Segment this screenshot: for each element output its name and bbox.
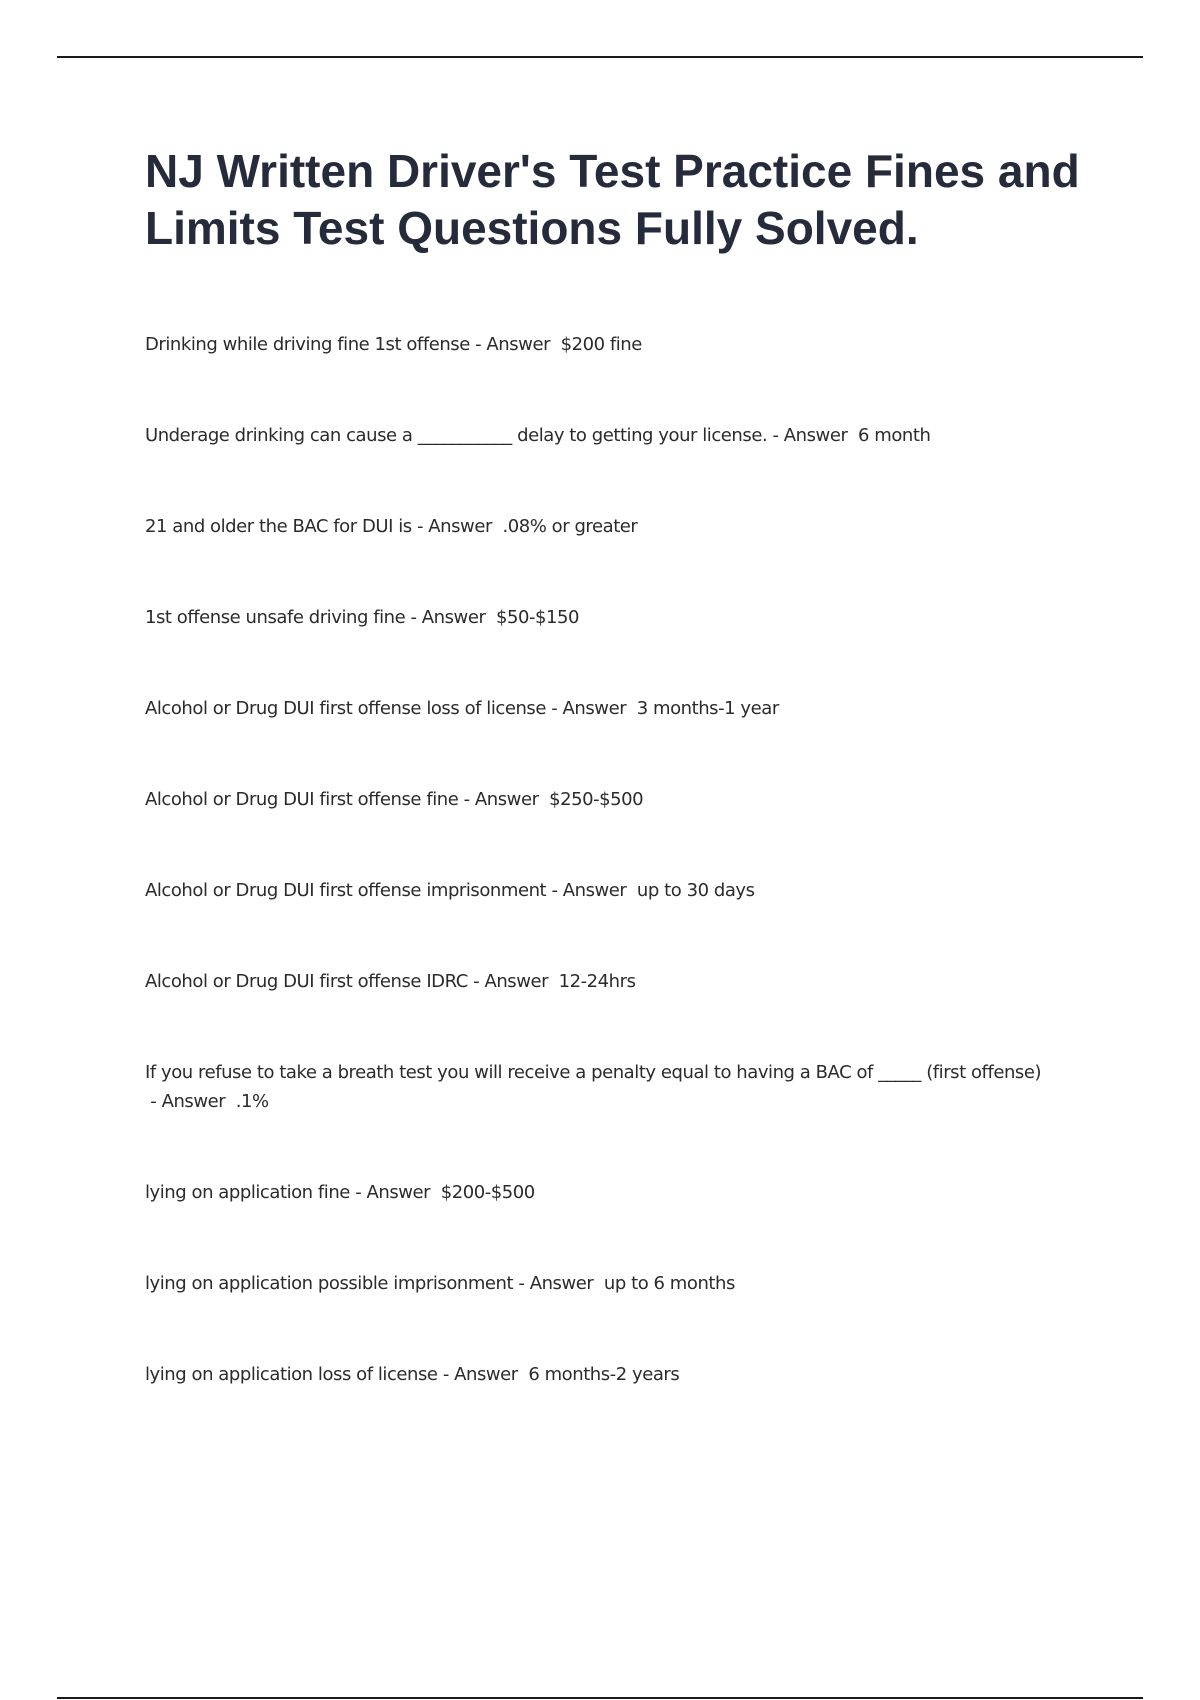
qa-item: [145, 876, 1095, 967]
question-text: lying on application fine: [145, 1182, 350, 1203]
answer-text: up to 30 days: [636, 880, 755, 901]
answer-separator: - Answer: [349, 1182, 436, 1203]
question-text: Underage drinking can cause a ___________ delay to getting your license.: [145, 425, 768, 446]
answer-text: 3 months-1 year: [636, 698, 779, 719]
answer-text: up to 6 months: [603, 1273, 735, 1294]
qa-item: [145, 1360, 1095, 1451]
answer-text: .1%: [235, 1091, 269, 1112]
qa-item: [145, 421, 1095, 512]
answer-text: .08% or greater: [502, 516, 638, 537]
document-title: NJ Written Driver's Test Practice Fines and Limits Test Questions Fully Solved.: [145, 145, 1080, 254]
answer-separator: - Answer: [458, 789, 544, 810]
answer-separator: - Answer: [411, 516, 498, 537]
answer-text: $200 fine: [560, 334, 642, 355]
question-text: If you refuse to take a breath test you will receive a penalty equal to having a BAC of _____ (first offense): [145, 1062, 1042, 1083]
question-text: lying on application possible imprisonment: [145, 1273, 514, 1294]
qa-item: [145, 694, 1095, 785]
question-text: Alcohol or Drug DUI first offense loss of license: [145, 698, 546, 719]
answer-separator: - Answer: [545, 698, 632, 719]
qa-item: [145, 785, 1095, 876]
question-text: Alcohol or Drug DUI first offense fine: [145, 789, 459, 810]
qa-item: [145, 603, 1095, 694]
question-text: 21 and older the BAC for DUI is: [145, 516, 412, 537]
question-text: Drinking while driving fine 1st offense: [145, 334, 470, 355]
answer-separator: - Answer: [469, 334, 556, 355]
answer-separator: - Answer: [405, 607, 491, 628]
answer-separator: - Answer: [437, 1364, 524, 1385]
question-text: lying on application loss of license: [145, 1364, 438, 1385]
answer-separator: - Answer: [513, 1273, 599, 1294]
question-text: 1st offense unsafe driving fine: [145, 607, 406, 628]
qa-item: [145, 1178, 1095, 1269]
answer-text: 6 months-2 years: [528, 1364, 680, 1385]
qa-item: [145, 967, 1095, 1058]
question-text: Alcohol or Drug DUI first offense IDRC: [145, 971, 468, 992]
bottom-rule: [57, 1697, 1143, 1699]
top-rule: [57, 56, 1143, 58]
answer-text: $250-$500: [549, 789, 644, 810]
qa-item: [145, 330, 1095, 421]
qa-item: [145, 1269, 1095, 1360]
qa-item: [145, 512, 1095, 603]
answer-separator: - Answer: [467, 971, 554, 992]
question-text: Alcohol or Drug DUI first offense imprisonment: [145, 880, 547, 901]
answer-text: $200-$500: [440, 1182, 535, 1203]
answer-separator: - Answer: [767, 425, 853, 446]
answer-text: 6 month: [857, 425, 931, 446]
answer-separator: - Answer: [145, 1091, 231, 1112]
answer-text: 12-24hrs: [558, 971, 636, 992]
answer-separator: - Answer: [546, 880, 632, 901]
qa-list: [145, 330, 1095, 1451]
answer-text: $50-$150: [495, 607, 580, 628]
qa-item: [145, 1058, 1095, 1178]
